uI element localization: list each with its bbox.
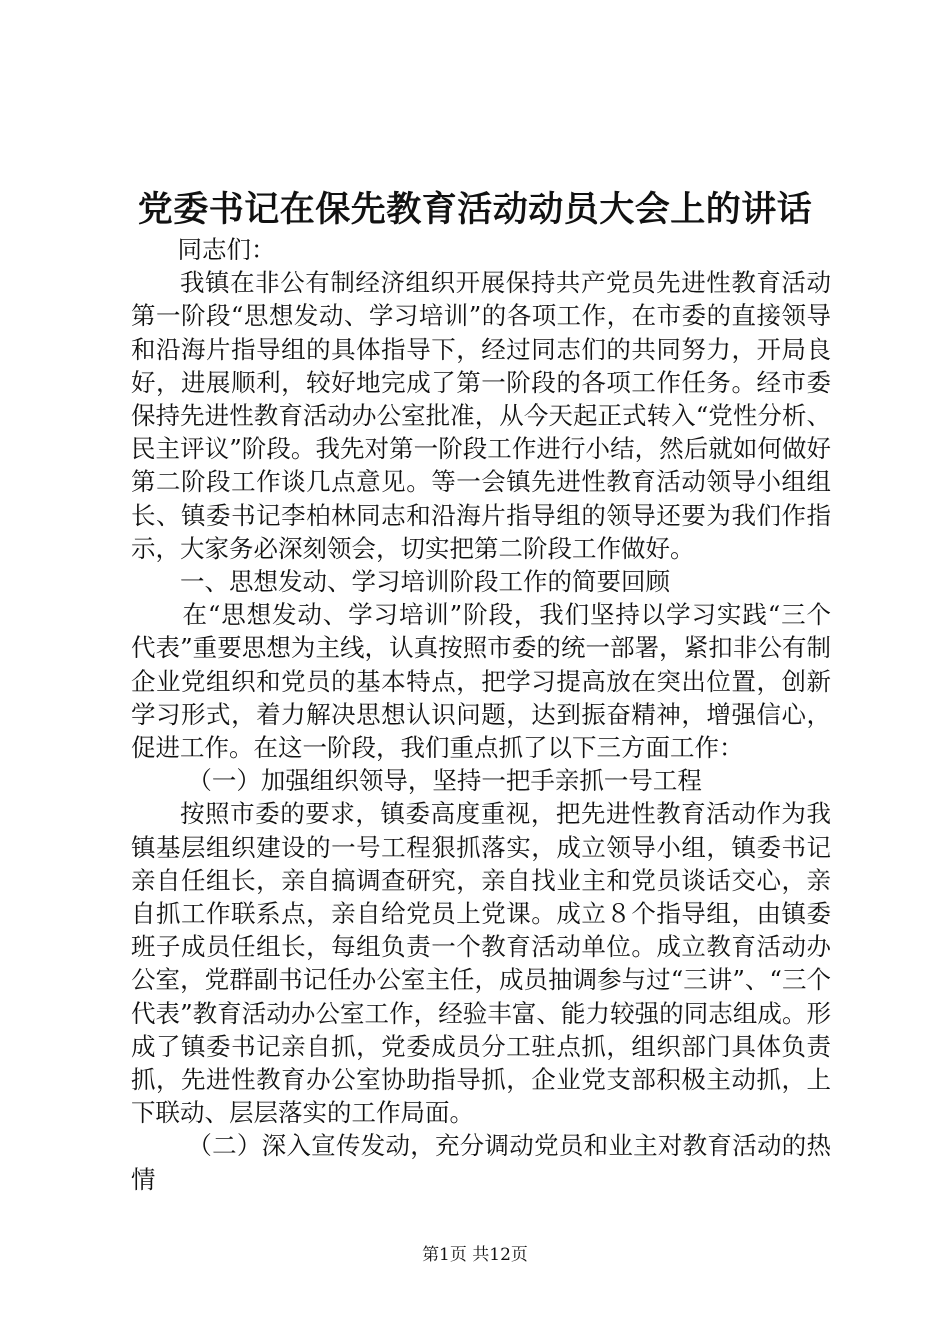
intro-paragraph: 我镇在非公有制经济组织开展保持共产党员先进性教育活动第一阶段“思想发动、学习培训”的各项工作，在市委的直接领导和沿海片指导组的具体指导下，经过同志们的共同努力，开局良好，进展顺利，较好地完成了第一阶段的各项工作任务。经市委保持先进性教育活动办公室批准，从今天起正式转入“党性分析、民主评议”阶段。我先对第一阶段工作进行小结，然后就如何做好第二阶段工作谈几点意见。等一会镇先进性教育活动领导小组组长、镇委书记李柏林同志和沿海片指导组的领导还要为我们作指示，大家务必深刻领会，切实把第二阶段工作做好。 (131, 268, 831, 563)
section-1-paragraph: 在“思想发动、学习培训”阶段，我们坚持以学习实践“三个代表”重要思想为主线，认真按照市委的统一部署，紧扣非公有制企业党组织和党员的基本特点，把学习提高放在突出位置，创新学习形式，着力解决思想认识问题，达到振奋精神，增强信心，促进工作。在这一阶段，我们重点抓了以下三方面工作： (131, 600, 831, 763)
subsection-heading-2: （二）深入宣传发动，充分调动党员和业主对教育活动的热情 (131, 1131, 831, 1194)
section-heading-1: 一、思想发动、学习培训阶段工作的简要回顾 (180, 567, 670, 597)
greeting-paragraph: 同志们： (177, 235, 276, 264)
subsection-heading-1: （一）加强组织领导，坚持一把手亲抓一号工程 (187, 766, 702, 796)
subsection-1-paragraph: 按照市委的要求，镇委高度重视，把先进性教育活动作为我镇基层组织建设的一号工程狠抓落实，成立领导小组，镇委书记亲自任组长，亲自搞调查研究，亲自找业主和党员谈话交心，亲自抓工作联系点，亲自给党员上党课。成立８个指导组，由镇委班子成员任组长，每组负责一个教育活动单位。成立教育活动办公室，党群副书记任办公室主任，成员抽调参与过“三讲”、“三个代表”教育活动办公室工作，经验丰富、能力较强的同志组成。形成了镇委书记亲自抓，党委成员分工驻点抓，组织部门具体负责抓，先进性教育办公室协助指导抓，企业党支部积极主动抓，上下联动、层层落实的工作局面。 (131, 799, 831, 1128)
page-footer: 第1页 共12页 (422, 1245, 528, 1265)
document-body (131, 233, 831, 1196)
document-title: 党委书记在保先教育活动动员大会上的讲话 (137, 189, 813, 230)
